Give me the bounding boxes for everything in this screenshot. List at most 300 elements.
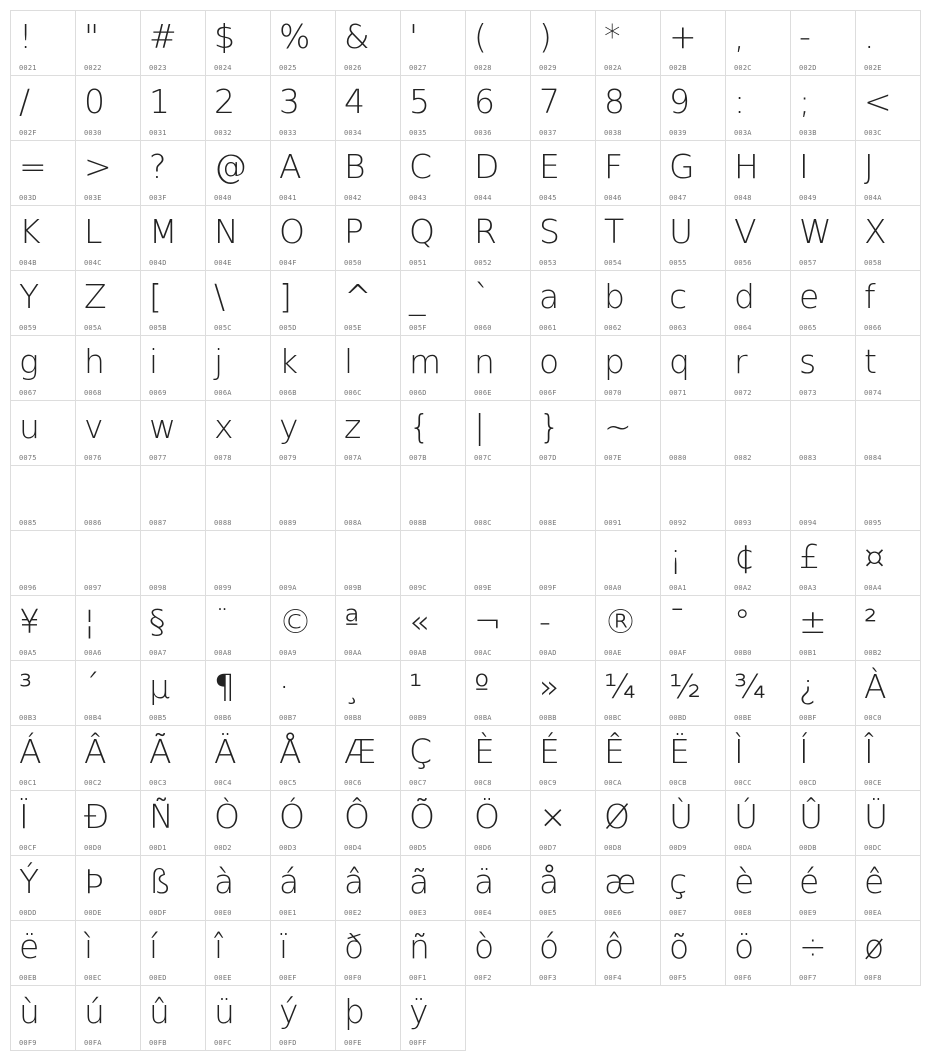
glyph-cell (595, 10, 661, 76)
glyph-cell (465, 790, 531, 856)
glyph-cell (270, 530, 336, 596)
glyph-codepoint: 0033 (279, 129, 297, 137)
glyph-char: Õ (409, 797, 435, 836)
glyph-codepoint: 00AB (409, 649, 427, 657)
glyph-char: ³ (19, 667, 33, 706)
glyph-codepoint: 005D (279, 324, 297, 332)
glyph-codepoint: 0063 (669, 324, 687, 332)
glyph-char: 0 (84, 82, 105, 121)
glyph-char: Ý (19, 862, 40, 901)
glyph-char: Û (799, 797, 824, 836)
glyph-char: ` (474, 277, 491, 316)
glyph-char: d (734, 277, 755, 316)
glyph-codepoint: 007B (409, 454, 427, 462)
glyph-codepoint: 00EA (864, 909, 882, 917)
glyph-char: z (344, 407, 362, 446)
glyph-cell (660, 205, 726, 271)
glyph-char: ÷ (799, 927, 827, 966)
glyph-cell (790, 465, 856, 531)
glyph-codepoint: 004A (864, 194, 882, 202)
glyph-char: ° (734, 602, 751, 641)
glyph-char: / (19, 82, 31, 121)
glyph-codepoint: 0047 (669, 194, 687, 202)
glyph-cell (660, 725, 726, 791)
glyph-char: ç (669, 862, 688, 901)
glyph-char: i (149, 342, 159, 381)
glyph-cell (465, 855, 531, 921)
glyph-char: # (149, 17, 177, 56)
glyph-codepoint: 0092 (669, 519, 687, 527)
glyph-cell (530, 790, 596, 856)
glyph-char: ì (84, 927, 94, 966)
glyph-char: Ñ (149, 797, 174, 836)
glyph-codepoint: 00B9 (409, 714, 427, 722)
glyph-cell (10, 75, 76, 141)
glyph-cell (400, 595, 466, 661)
glyph-codepoint: 0024 (214, 64, 232, 72)
glyph-char: I (799, 147, 809, 186)
glyph-char: V (734, 212, 757, 251)
glyph-cell (790, 270, 856, 336)
glyph-char: û (149, 992, 170, 1031)
glyph-codepoint: 0049 (799, 194, 817, 202)
glyph-char: ¤ (864, 537, 885, 576)
glyph-char: s (799, 342, 817, 381)
glyph-char: ( (474, 17, 487, 56)
glyph-cell (270, 920, 336, 986)
glyph-cell (595, 920, 661, 986)
glyph-char: í (149, 927, 159, 966)
glyph-codepoint: 00D1 (149, 844, 167, 852)
glyph-char: 1 (149, 82, 170, 121)
glyph-codepoint: 0054 (604, 259, 622, 267)
glyph-cell (205, 595, 271, 661)
glyph-codepoint: 00DE (84, 909, 102, 917)
glyph-char: ; (799, 82, 811, 121)
glyph-codepoint: 0088 (214, 519, 232, 527)
glyph-cell (270, 75, 336, 141)
glyph-codepoint: 00E6 (604, 909, 622, 917)
glyph-cell (400, 660, 466, 726)
glyph-cell (855, 10, 921, 76)
glyph-codepoint: 00A2 (734, 584, 752, 592)
glyph-codepoint: 00F3 (539, 974, 557, 982)
glyph-char: 5 (409, 82, 430, 121)
glyph-char: 6 (474, 82, 495, 121)
glyph-codepoint: 00CE (864, 779, 882, 787)
glyph-codepoint: 0079 (279, 454, 297, 462)
glyph-codepoint: 009E (474, 584, 492, 592)
glyph-cell (75, 790, 141, 856)
glyph-codepoint: 00D8 (604, 844, 622, 852)
glyph-cell (595, 270, 661, 336)
glyph-codepoint: 00D6 (474, 844, 492, 852)
glyph-codepoint: 00B0 (734, 649, 752, 657)
glyph-cell (595, 465, 661, 531)
glyph-char: Z (84, 277, 107, 316)
glyph-cell (10, 270, 76, 336)
glyph-codepoint: 0031 (149, 129, 167, 137)
glyph-char: ' (409, 17, 419, 56)
glyph-char: ã (409, 862, 430, 901)
glyph-cell (140, 985, 206, 1051)
glyph-char: ê (864, 862, 885, 901)
glyph-cell (465, 335, 531, 401)
glyph-cell (10, 725, 76, 791)
glyph-cell (270, 790, 336, 856)
glyph-codepoint: 003A (734, 129, 752, 137)
glyph-codepoint: 003B (799, 129, 817, 137)
glyph-char: ý (279, 992, 299, 1031)
glyph-cell (855, 530, 921, 596)
glyph-codepoint: 00F0 (344, 974, 362, 982)
glyph-char: ö (734, 927, 755, 966)
glyph-char: U (669, 212, 694, 251)
glyph-codepoint: 0065 (799, 324, 817, 332)
glyph-cell (400, 270, 466, 336)
glyph-codepoint: 00B2 (864, 649, 882, 657)
glyph-char: m (409, 342, 442, 381)
glyph-cell (790, 530, 856, 596)
glyph-codepoint: 0096 (19, 584, 37, 592)
glyph-codepoint: 00E0 (214, 909, 232, 917)
glyph-codepoint: 00FE (344, 1039, 362, 1047)
glyph-char: W (799, 212, 832, 251)
glyph-char: n (474, 342, 495, 381)
glyph-cell (530, 205, 596, 271)
glyph-cell (400, 140, 466, 206)
glyph-char: Ë (669, 732, 690, 771)
glyph-cell (530, 10, 596, 76)
glyph-char: Ó (279, 797, 305, 836)
glyph-codepoint: 00BF (799, 714, 817, 722)
glyph-cell (790, 400, 856, 466)
glyph-char: £ (799, 537, 820, 576)
glyph-char: l (344, 342, 354, 381)
glyph-codepoint: 0087 (149, 519, 167, 527)
glyph-cell (400, 855, 466, 921)
glyph-codepoint: 0029 (539, 64, 557, 72)
glyph-cell (465, 140, 531, 206)
glyph-char: © (279, 602, 312, 641)
glyph-codepoint: 0068 (84, 389, 102, 397)
glyph-codepoint: 009F (539, 584, 557, 592)
glyph-char: ? (149, 147, 167, 186)
glyph-codepoint: 0093 (734, 519, 752, 527)
glyph-cell (725, 595, 791, 661)
glyph-cell (400, 530, 466, 596)
glyph-codepoint: 0057 (799, 259, 817, 267)
glyph-codepoint: 00A8 (214, 649, 232, 657)
glyph-cell (595, 725, 661, 791)
glyph-codepoint: 00EC (84, 974, 102, 982)
glyph-cell (790, 920, 856, 986)
glyph-cell (595, 595, 661, 661)
glyph-cell (335, 335, 401, 401)
glyph-codepoint: 00B1 (799, 649, 817, 657)
glyph-codepoint: 0038 (604, 129, 622, 137)
glyph-cell (140, 400, 206, 466)
glyph-char: Å (279, 732, 302, 771)
glyph-cell (725, 205, 791, 271)
glyph-codepoint: 003F (149, 194, 167, 202)
glyph-cell (140, 660, 206, 726)
glyph-cell (10, 400, 76, 466)
glyph-cell (335, 205, 401, 271)
glyph-codepoint: 002F (19, 129, 37, 137)
glyph-char: ¶ (214, 667, 235, 706)
glyph-codepoint: 00ED (149, 974, 167, 982)
glyph-char: ÿ (409, 992, 429, 1031)
glyph-cell (335, 10, 401, 76)
glyph-codepoint: 00CA (604, 779, 622, 787)
glyph-char: ù (19, 992, 40, 1031)
glyph-codepoint: 00F1 (409, 974, 427, 982)
glyph-char: } (539, 407, 560, 446)
glyph-codepoint: 00F2 (474, 974, 492, 982)
glyph-codepoint: 00B6 (214, 714, 232, 722)
glyph-cell (140, 725, 206, 791)
glyph-codepoint: 0044 (474, 194, 492, 202)
glyph-cell (725, 790, 791, 856)
glyph-char: % (279, 17, 311, 56)
glyph-codepoint: 00E3 (409, 909, 427, 917)
glyph-cell (270, 985, 336, 1051)
glyph-cell (790, 855, 856, 921)
glyph-cell (205, 985, 271, 1051)
glyph-char: ¾ (734, 667, 766, 706)
glyph-cell (530, 530, 596, 596)
glyph-codepoint: 00E4 (474, 909, 492, 917)
glyph-cell (855, 920, 921, 986)
glyph-char: ® (604, 602, 637, 641)
glyph-cell (205, 335, 271, 401)
glyph-cell (75, 855, 141, 921)
glyph-codepoint: 00DD (19, 909, 37, 917)
glyph-char: Ø (604, 797, 630, 836)
glyph-codepoint: 00B7 (279, 714, 297, 722)
glyph-cell (595, 335, 661, 401)
glyph-codepoint: 0061 (539, 324, 557, 332)
glyph-char: § (149, 602, 166, 641)
glyph-codepoint: 0078 (214, 454, 232, 462)
glyph-cell (205, 725, 271, 791)
glyph-char: ¦ (84, 602, 96, 641)
glyph-codepoint: 0066 (864, 324, 882, 332)
glyph-char: é (799, 862, 820, 901)
glyph-codepoint: 00C9 (539, 779, 557, 787)
glyph-codepoint: 00AD (539, 649, 557, 657)
glyph-codepoint: 00D5 (409, 844, 427, 852)
glyph-codepoint: 00F5 (669, 974, 687, 982)
glyph-cell (790, 660, 856, 726)
glyph-cell (205, 855, 271, 921)
glyph-codepoint: 0039 (669, 129, 687, 137)
glyph-codepoint: 0097 (84, 584, 102, 592)
glyph-char: Ü (864, 797, 889, 836)
glyph-cell (205, 920, 271, 986)
glyph-char: Y (19, 277, 40, 316)
glyph-char: k (279, 342, 299, 381)
glyph-cell (75, 725, 141, 791)
glyph-cell (270, 270, 336, 336)
glyph-cell (205, 400, 271, 466)
glyph-char: r (734, 342, 748, 381)
glyph-char: , (734, 17, 745, 56)
glyph-cell (270, 595, 336, 661)
glyph-codepoint: 00E9 (799, 909, 817, 917)
glyph-codepoint: 00DC (864, 844, 882, 852)
glyph-codepoint: 00AE (604, 649, 622, 657)
glyph-char: ó (539, 927, 560, 966)
glyph-codepoint: 00C2 (84, 779, 102, 787)
glyph-cell (855, 790, 921, 856)
glyph-codepoint: 004F (279, 259, 297, 267)
glyph-cell (10, 10, 76, 76)
glyph-char: F (604, 147, 623, 186)
glyph-codepoint: 00FF (409, 1039, 427, 1047)
glyph-char: _ (409, 277, 426, 316)
glyph-cell (270, 855, 336, 921)
glyph-codepoint: 002D (799, 64, 817, 72)
glyph-cell (465, 725, 531, 791)
glyph-cell (855, 725, 921, 791)
glyph-cell (790, 335, 856, 401)
glyph-codepoint: 0072 (734, 389, 752, 397)
glyph-codepoint: 0043 (409, 194, 427, 202)
glyph-char: > (84, 147, 112, 186)
glyph-codepoint: 002C (734, 64, 752, 72)
glyph-cell (530, 270, 596, 336)
glyph-codepoint: 0042 (344, 194, 362, 202)
glyph-codepoint: 00A1 (669, 584, 687, 592)
glyph-char: Ê (604, 732, 625, 771)
glyph-codepoint: 008B (409, 519, 427, 527)
glyph-codepoint: 0085 (19, 519, 37, 527)
glyph-char: ¡ (669, 537, 683, 576)
glyph-codepoint: 0080 (669, 454, 687, 462)
glyph-char: 2 (214, 82, 235, 121)
glyph-char: A (279, 147, 302, 186)
glyph-codepoint: 006B (279, 389, 297, 397)
glyph-cell (10, 465, 76, 531)
glyph-cell (530, 660, 596, 726)
glyph-codepoint: 008C (474, 519, 492, 527)
glyph-codepoint: 0053 (539, 259, 557, 267)
glyph-codepoint: 00CF (19, 844, 37, 852)
glyph-char: ¬ (474, 602, 502, 641)
glyph-codepoint: 00C0 (864, 714, 882, 722)
glyph-codepoint: 00BD (669, 714, 687, 722)
glyph-cell (465, 595, 531, 661)
glyph-char: Ï (19, 797, 29, 836)
glyph-cell (465, 920, 531, 986)
glyph-char: Ô (344, 797, 370, 836)
glyph-codepoint: 0098 (149, 584, 167, 592)
glyph-codepoint: 0055 (669, 259, 687, 267)
glyph-char: É (539, 732, 560, 771)
glyph-cell (790, 790, 856, 856)
glyph-char: J (864, 147, 874, 186)
glyph-codepoint: 0023 (149, 64, 167, 72)
glyph-cell (205, 465, 271, 531)
glyph-codepoint: 0084 (864, 454, 882, 462)
glyph-char: " (84, 17, 100, 56)
glyph-codepoint: 00F9 (19, 1039, 37, 1047)
glyph-codepoint: 009A (279, 584, 297, 592)
glyph-char: ! (19, 17, 33, 56)
glyph-codepoint: 00E8 (734, 909, 752, 917)
glyph-char: ¯ (669, 602, 686, 641)
glyph-char: [ (149, 277, 162, 316)
glyph-char: Í (799, 732, 809, 771)
glyph-cell (790, 140, 856, 206)
glyph-codepoint: 00C6 (344, 779, 362, 787)
glyph-codepoint: 0022 (84, 64, 102, 72)
glyph-char: Ç (409, 732, 433, 771)
glyph-char: ô (604, 927, 625, 966)
glyph-cell (140, 335, 206, 401)
glyph-codepoint: 00F7 (799, 974, 817, 982)
glyph-char: 4 (344, 82, 365, 121)
glyph-cell (335, 595, 401, 661)
glyph-codepoint: 0041 (279, 194, 297, 202)
glyph-codepoint: 00DB (799, 844, 817, 852)
glyph-char: Đ (84, 797, 110, 836)
glyph-char: Î (864, 732, 874, 771)
glyph-codepoint: 00F4 (604, 974, 622, 982)
glyph-char: K (19, 212, 41, 251)
glyph-cell (75, 10, 141, 76)
glyph-cell (205, 530, 271, 596)
glyph-cell (205, 660, 271, 726)
glyph-char: x (214, 407, 234, 446)
glyph-codepoint: 0059 (19, 324, 37, 332)
glyph-cell (400, 790, 466, 856)
glyph-char: $ (214, 17, 235, 56)
glyph-cell (725, 530, 791, 596)
glyph-char: Ù (669, 797, 694, 836)
glyph-cell (270, 140, 336, 206)
glyph-codepoint: 009C (409, 584, 427, 592)
glyph-codepoint: 00DA (734, 844, 752, 852)
glyph-char: ) (539, 17, 552, 56)
glyph-cell (140, 595, 206, 661)
glyph-char: - (799, 17, 811, 56)
glyph-codepoint: 00A7 (149, 649, 167, 657)
glyph-char: c (669, 277, 688, 316)
glyph-cell (790, 595, 856, 661)
glyph-codepoint: 00EF (279, 974, 297, 982)
glyph-codepoint: 003D (19, 194, 37, 202)
glyph-cell (855, 660, 921, 726)
glyph-codepoint: 006A (214, 389, 232, 397)
glyph-cell (725, 400, 791, 466)
glyph-cell (595, 530, 661, 596)
glyph-codepoint: 005A (84, 324, 102, 332)
glyph-char: u (19, 407, 40, 446)
glyph-cell (530, 465, 596, 531)
glyph-char: O (279, 212, 305, 251)
glyph-char: { (409, 407, 430, 446)
glyph-codepoint: 00AC (474, 649, 492, 657)
glyph-cell (400, 205, 466, 271)
glyph-codepoint: 00AF (669, 649, 687, 657)
glyph-char: y (279, 407, 299, 446)
glyph-codepoint: 00EB (19, 974, 37, 982)
glyph-char: P (344, 212, 364, 251)
glyph-codepoint: 007D (539, 454, 557, 462)
